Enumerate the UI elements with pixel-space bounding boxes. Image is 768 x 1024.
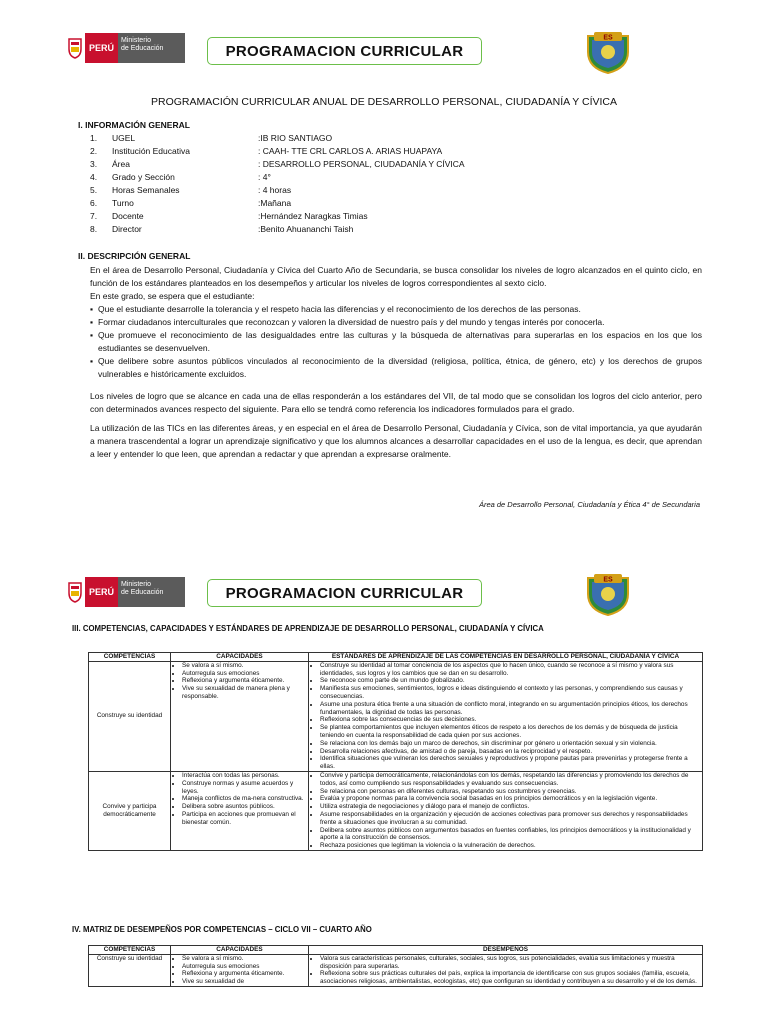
section-2-title: II. DESCRIPCIÓN GENERAL <box>78 251 191 261</box>
list-item: • Delibera sobre asuntos públicos. <box>182 803 306 811</box>
ministry-logo-2 <box>65 577 185 607</box>
list-item: • Maneja conflictos de ma-nera constructiva. <box>182 795 306 803</box>
list-item: • Se relaciona con los demás bajo un marco de derechos, sin discriminar por género u orientación sexual y sin violencia. <box>320 740 700 748</box>
info-value: :Hernández Naragkas Timias <box>258 211 368 221</box>
capacities-cell <box>171 771 309 850</box>
bullet-text: Formar ciudadanos interculturales que reconozcan y valoren la diversidad de nuestro país y del mundo y tengas interés por conocerla. <box>98 317 605 327</box>
bullet-icon: ▪ <box>90 330 94 340</box>
info-value: : 4 horas <box>258 185 292 195</box>
col-header: CAPACIDADES <box>171 946 309 955</box>
table-header-row <box>89 946 703 955</box>
info-number: 1. <box>90 133 98 143</box>
competency-cell: Convive y participa democráticamente <box>89 771 171 850</box>
table-header-row <box>89 653 703 662</box>
list-item: • Evalúa y propone normas para la convivencia social basadas en los principios democráticos y en la legislación vigente. <box>320 795 700 803</box>
doc-title: PROGRAMACION CURRICULAR <box>225 42 464 60</box>
info-row <box>90 184 590 197</box>
list-item: • Se valora a sí mismo. <box>182 955 306 963</box>
list-item: • Reflexiona sobre sus prácticas culturales del país, explica la importancia de identificarse con sus grupos sociales (familia, escuela, asociaciones religiosas, ambientalistas, ecologistas, etc) que configuran su identidad y contribuyen a su desarrollo y el de los demás. <box>320 970 700 986</box>
info-row <box>90 145 590 158</box>
performance-cell <box>309 954 703 986</box>
standards-cell <box>309 771 703 850</box>
list-item: • Utiliza estrategia de negociaciones y diálogo para el manejo de conflictos. <box>320 803 700 811</box>
info-label: Horas Semanales <box>112 185 180 195</box>
table-row <box>89 661 703 771</box>
bullet-icon: ▪ <box>90 356 94 366</box>
section-1-title: I. INFORMACIÓN GENERAL <box>78 120 190 130</box>
info-label: Director <box>112 224 142 234</box>
peru-shield-icon <box>65 577 85 607</box>
table-row <box>89 954 703 986</box>
list-item: • Construye su identidad al tomar conciencia de los aspectos que lo hacen único, cuando se reconoce a sí mismo y valora sus identidades, sus logros y los cambios que se dan en su desarrollo. <box>320 662 700 678</box>
list-item: • Reflexiona y argumenta éticamente. <box>182 970 306 978</box>
general-info-list <box>90 132 590 236</box>
list-item: • Asume responsabilidades en la organización y ejecución de acciones colectivas para promover sus derechos y responsabilidades frente a situaciones que involucran a su comunidad. <box>320 811 700 827</box>
ministry-logo <box>65 33 185 63</box>
list-item: • Construye normas y asume acuerdos y leyes. <box>182 780 306 796</box>
list-item: • Convive y participa democráticamente, relacionándolas con los demás, respetando las diferencias y promoviendo los derechos de todos, así como cumpliendo sus responsabilidades y evaluando sus consecuencias. <box>320 772 700 788</box>
capacities-cell <box>171 954 309 986</box>
list-item: • Se reconoce como parte de un mundo globalizado. <box>320 677 700 685</box>
performance-table <box>88 945 703 987</box>
svg-text:ES: ES <box>603 576 613 584</box>
list-item: • Autorregula sus emociones <box>182 670 306 678</box>
list-item: • Valora sus características personales, culturales, sociales, sus logros, sus potencialidades, evalúa sus limitaciones y muestra disposición para superarlas. <box>320 955 700 971</box>
info-value: :Mañana <box>258 198 292 208</box>
list-item: • Vive su sexualidad de manera plena y responsable. <box>182 685 306 701</box>
list-item: • Interactúa con todas las personas. <box>182 772 306 780</box>
list-item: • Se relaciona con personas en diferentes culturas, respetando sus costumbres y creencias. <box>320 788 700 796</box>
bullet-icon: ▪ <box>90 304 94 314</box>
info-number: 2. <box>90 146 98 156</box>
info-label: UGEL <box>112 133 136 143</box>
info-value: : DESARROLLO PERSONAL, CIUDADANÍA Y CÍVICA <box>258 159 465 169</box>
description-para-2: Los niveles de logro que se alcance en cada una de ellas responderán a los estándares del VII, de tal modo que se consolidan los logros del ciclo anterior, pero con determinados avances respecto del siguiente. Para ello se tendrá como referencia los indicadores formulados para el grado. <box>90 391 702 414</box>
info-number: 8. <box>90 224 98 234</box>
info-value: : 4° <box>258 172 271 182</box>
description-bullets <box>90 303 702 381</box>
ministry-name: Ministerio de Educación <box>118 577 185 607</box>
list-item: • Reflexiona sobre las consecuencias de sus decisiones. <box>320 716 700 724</box>
school-crest <box>584 30 632 79</box>
bullet-icon: ▪ <box>90 317 94 327</box>
list-item: • Rechaza posiciones que legitiman la violencia o la vulneración de derechos. <box>320 842 700 850</box>
list-item: • Reflexiona y argumenta éticamente. <box>182 677 306 685</box>
bullet-text: Que delibere sobre asuntos públicos vinculados al reconocimiento de la diversidad (religiosa, política, étnica, de género, etc) y los derechos de grupos vulnerables e históricamente excluidos. <box>98 356 702 379</box>
standards-cell <box>309 661 703 771</box>
info-number: 7. <box>90 211 98 221</box>
info-label: Docente <box>112 211 144 221</box>
info-label: Grado y Sección <box>112 172 175 182</box>
col-header: CAPACIDADES <box>171 653 309 662</box>
list-item: • Vive su sexualidad de <box>182 978 306 986</box>
list-item: • Identifica situaciones que vulneran los derechos sexuales y reproductivos y propone pautas para prevenirlas y protegerse frente a ellas. <box>320 755 700 771</box>
bullet-item <box>90 303 702 316</box>
list-item: • Manifiesta sus emociones, sentimientos, logros e ideas distinguiendo el contexto y las personas, y comprendiendo sus causas y consecuencias. <box>320 685 700 701</box>
ministry-name: Ministerio de Educación <box>118 33 185 63</box>
doc-title: PROGRAMACION CURRICULAR <box>225 584 464 602</box>
info-row <box>90 158 590 171</box>
info-number: 6. <box>90 198 98 208</box>
list-item: • Se valora a sí mismo. <box>182 662 306 670</box>
competency-cell: Construye su identidad <box>89 661 171 771</box>
info-number: 3. <box>90 159 98 169</box>
bullet-text: Que promueve el reconocimiento de las desigualdades entre las culturas y la búsqueda de alternativas para superarlas en los espacios en los que los estudiantes se desenvuelven. <box>98 330 702 353</box>
bullet-item <box>90 329 702 355</box>
list-item: • Asume una postura ética frente a una situación de conflicto moral, integrando en su argumentación principios éticos, los derechos fundamentales, la dignidad de todas las personas. <box>320 701 700 717</box>
info-value: :Benito Ahuananchi Taish <box>258 224 354 234</box>
list-item: • Participa en acciones que promuevan el bienestar común. <box>182 811 306 827</box>
peru-shield-icon <box>65 33 85 63</box>
col-header: DESEMPEÑOS <box>309 946 703 955</box>
bullet-text: Que el estudiante desarrolle la tolerancia y el respeto hacia las diferencias y el reconocimiento de los derechos de las personas. <box>98 304 581 314</box>
page-footer: Área de Desarrollo Personal, Ciudadanía y Ética 4° de Secundaria <box>478 500 700 509</box>
info-label: Turno <box>112 198 134 208</box>
info-label: Área <box>112 159 130 169</box>
list-item: • Delibera sobre asuntos públicos con argumentos basados en fuentes confiables, los principios democráticos y la institucionalidad y aporte a la construcción de consensos. <box>320 827 700 843</box>
capacities-cell <box>171 661 309 771</box>
doc-title-box <box>207 37 482 65</box>
school-crest-icon <box>584 572 632 616</box>
info-number: 4. <box>90 172 98 182</box>
competencies-table <box>88 652 703 851</box>
section-3-title: III. COMPETENCIAS, CAPACIDADES Y ESTÁNDARES DE APRENDIZAJE DE DESARROLLO PERSONAL, CIUDADANÍA Y CÍVICA <box>72 624 544 633</box>
info-row <box>90 197 590 210</box>
info-row <box>90 210 590 223</box>
info-value: :IB RIO SANTIAGO <box>258 133 333 143</box>
col-header: COMPETENCIAS <box>89 653 171 662</box>
description-intro-2: En este grado, se espera que el estudiante: <box>90 291 255 301</box>
competency-cell: Construye su identidad <box>89 954 171 986</box>
info-number: 5. <box>90 185 98 195</box>
description-intro: En el área de Desarrollo Personal, Ciudadanía y Cívica del Cuarto Año de Secundaria, se busca consolidar los niveles de logro alcanzados en el quinto ciclo, en función de los estándares planteados en los desempeños y articular los niveles de logros correspondientes al sexto ciclo. <box>90 265 702 288</box>
school-crest-2 <box>584 572 632 621</box>
svg-text:ES: ES <box>603 34 613 42</box>
col-header: ESTÁNDARES DE APRENDIZAJE DE LAS COMPETENCIAS EN DESARROLLO PERSONAL, CIUDADANÍA Y CÍVICA <box>309 653 703 662</box>
bullet-item <box>90 355 702 381</box>
main-title: PROGRAMACIÓN CURRICULAR ANUAL DE DESARROLLO PERSONAL, CIUDADANÍA Y CÍVICA <box>151 96 617 108</box>
list-item: • Se plantea comportamientos que incluyen elementos éticos de respeto a los derechos de los demás y de búsqueda de justicia teniendo en cuenta la responsabilidad de cada quien por sus acciones. <box>320 724 700 740</box>
peru-label: PERÚ <box>85 33 118 63</box>
peru-label: PERÚ <box>85 577 118 607</box>
info-row <box>90 223 590 236</box>
col-header: COMPETENCIAS <box>89 946 171 955</box>
section-4-title: IV. MATRIZ DE DESEMPEÑOS POR COMPETENCIAS – CICLO VII – CUARTO AÑO <box>72 925 372 934</box>
info-row <box>90 171 590 184</box>
info-value: : CAAH- TTE CRL CARLOS A. ARIAS HUAPAYA <box>258 146 443 156</box>
info-row <box>90 132 590 145</box>
table-row <box>89 771 703 850</box>
info-label: Institución Educativa <box>112 146 190 156</box>
bullet-item <box>90 316 702 329</box>
list-item: • Autorregula sus emociones <box>182 963 306 971</box>
description-para-3: La utilización de las TICs en las diferentes áreas, y en especial en el área de Desarrollo Personal, Ciudadanía y Cívica, son de vital importancia, ya que ayudarán a manera trascendental a lograr un aprendizaje significativo y que los alumnos alcances a desarrollar capacidades en el uso de la lengua, es decir, que aprendan a leer y entender lo que leen, que aprendan a redactar y que aprendan a expresarse oralmente. <box>90 423 702 459</box>
list-item: • Desarrolla relaciones afectivas, de amistad o de pareja, basadas en la reciprocidad y el respeto. <box>320 748 700 756</box>
doc-title-box-2 <box>207 579 482 607</box>
school-crest-icon <box>584 30 632 74</box>
